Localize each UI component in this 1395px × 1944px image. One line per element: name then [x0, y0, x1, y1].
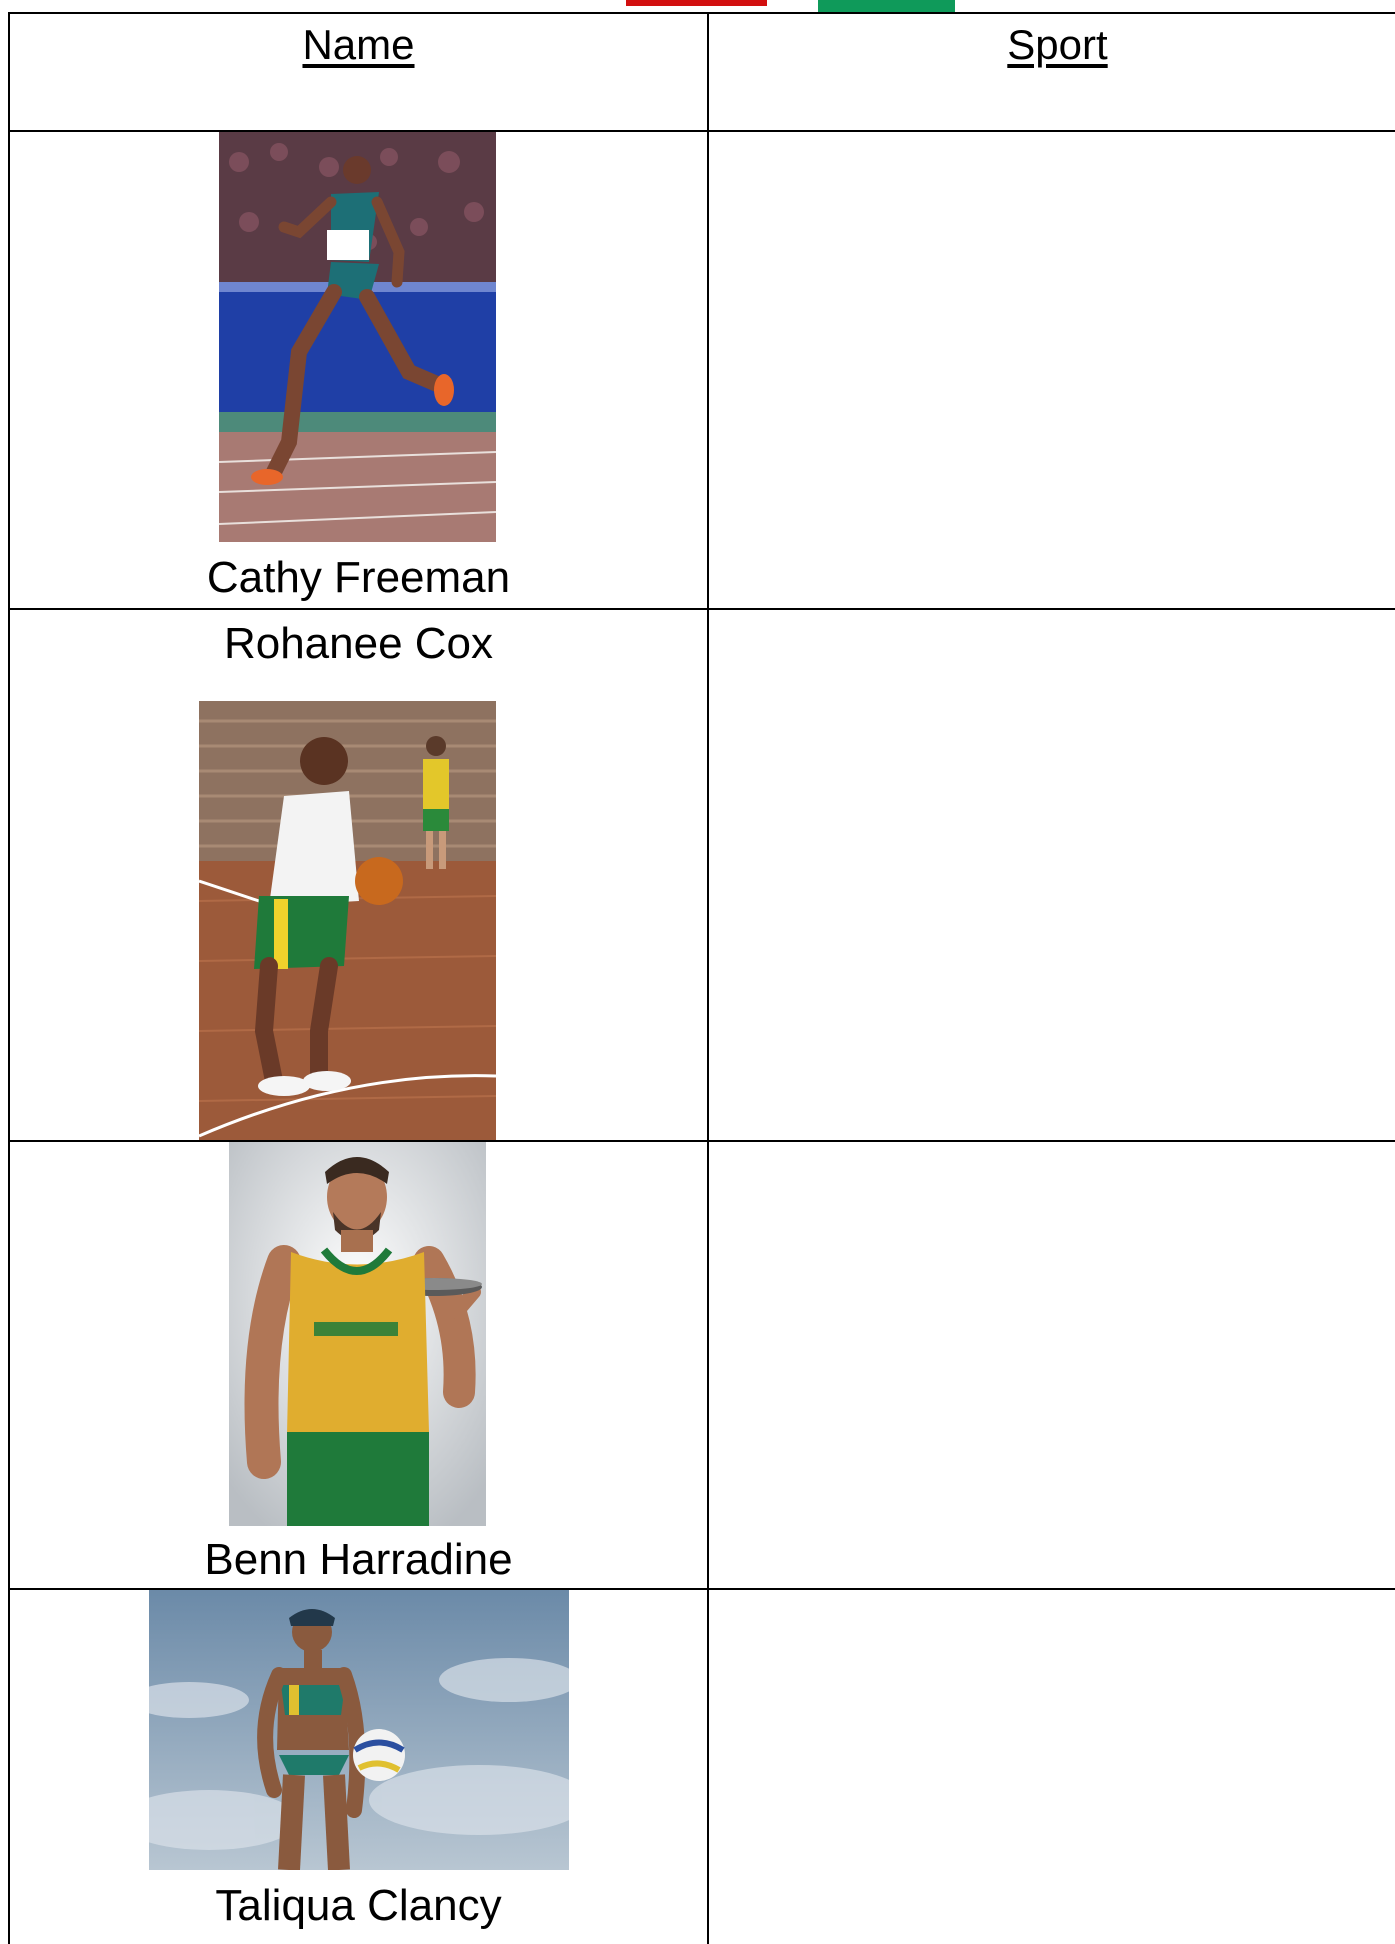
header-name: Name [302, 21, 415, 68]
photo-taliqua-clancy [149, 1590, 569, 1870]
athletes-table [8, 12, 1395, 1944]
photo-benn-harradine [229, 1142, 486, 1526]
top-red-marker [626, 0, 767, 6]
athlete-name-2: Rohanee Cox [223, 619, 494, 668]
header-sport: Sport [1007, 21, 1108, 68]
row-divider [10, 1140, 1395, 1142]
athlete-name-1: Cathy Freeman [206, 553, 511, 602]
athlete-name-4: Taliqua Clancy [215, 1881, 502, 1930]
photo-cathy-freeman [219, 132, 496, 542]
athlete-name-3: Benn Harradine [204, 1535, 513, 1584]
row-divider [10, 130, 1395, 132]
photo-rohanee-cox [199, 701, 496, 1140]
top-green-marker [818, 0, 955, 12]
column-divider [707, 14, 709, 1944]
row-divider [10, 608, 1395, 610]
